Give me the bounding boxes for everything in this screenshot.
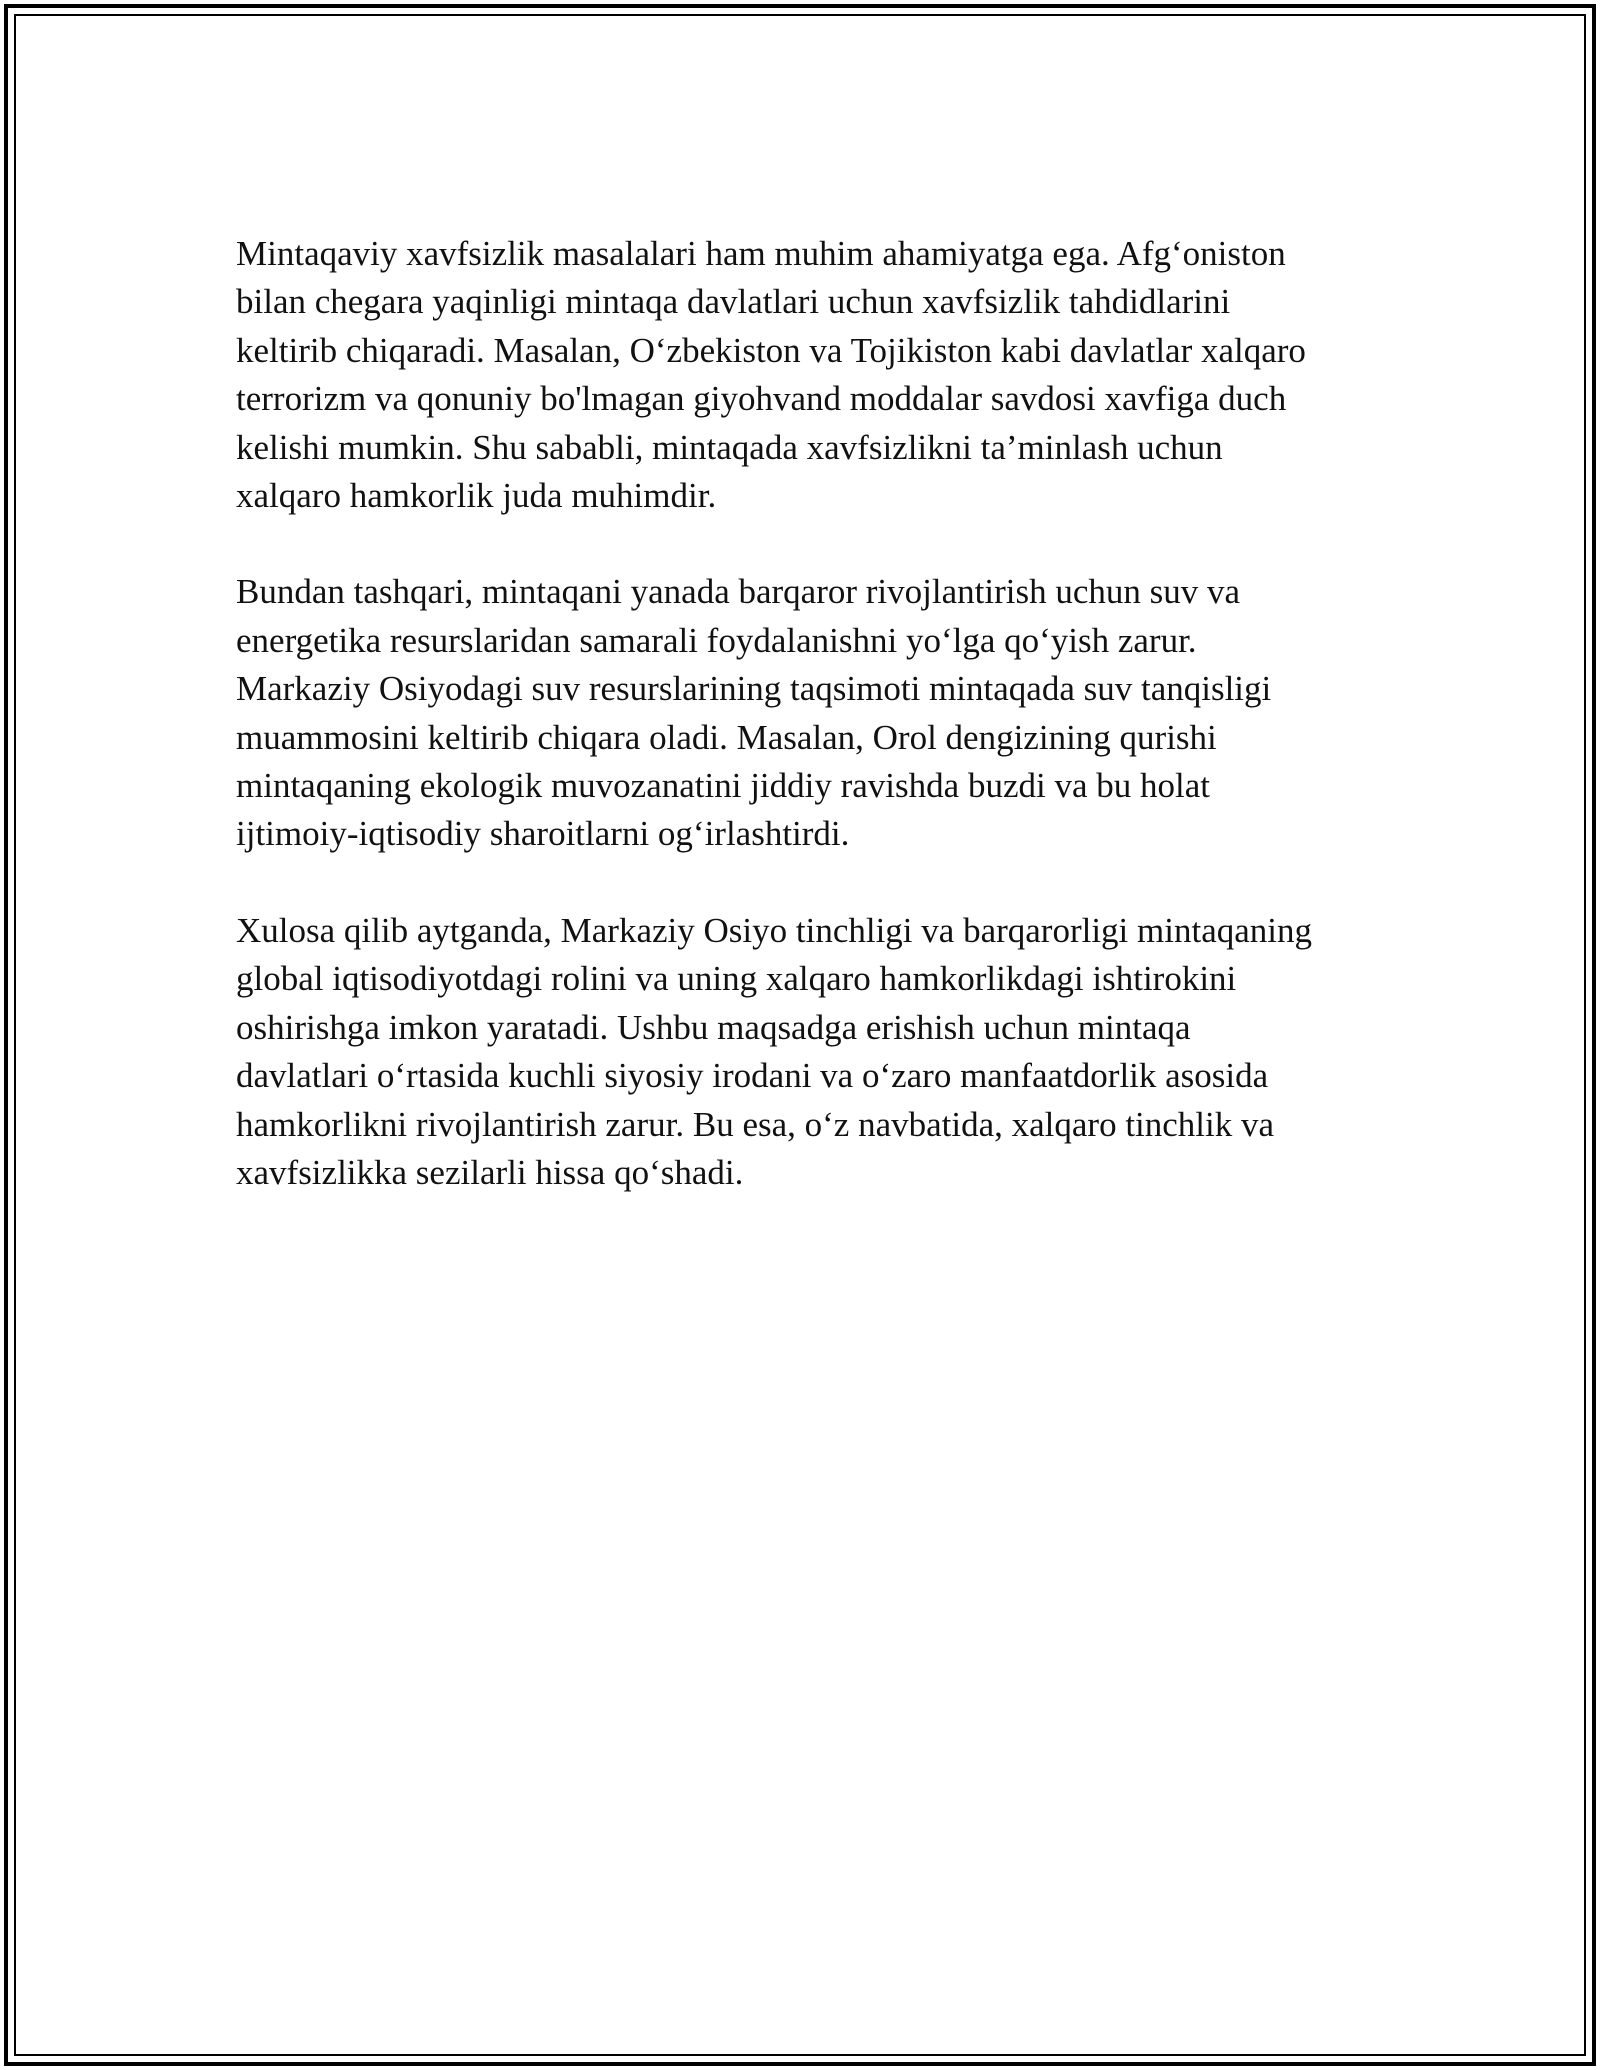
document-body xyxy=(236,230,1386,1245)
paragraph-conclusion: Xulosa qilib aytganda, Markaziy Osiyo tinchligi va barqarorligi mintaqaning global iqtisodiyotdagi rolini va uning xalqaro hamkorlikdagi ishtirokini oshirishga imkon yaratadi. Ushbu maqsadga erishish uchun mintaqa davlatlari o‘rtasida kuchli siyosiy irodani va o‘zaro manfaatdorlik asosida hamkorlikni rivojlantirish zarur. Bu esa, o‘z navbatida, xalqaro tinchlik va xavfsizlikka sezilarli hissa qo‘shadi. xyxy=(236,910,1312,1192)
paragraph-regional-security: Mintaqaviy xavfsizlik masalalari ham muhim ahamiyatga ega. Afg‘oniston bilan chegara yaqinligi mintaqa davlatlari uchun xavfsizlik tahdidlarini keltirib chiqaradi. Masalan, O‘zbekiston va Tojikiston kabi davlatlar xalqaro terrorizm va qonuniy bo'lmagan giyohvand moddalar savdosi xavfiga duch kelishi mumkin. Shu sababli, mintaqada xavfsizlikni ta’minlash uchun xalqaro hamkorlik juda muhimdir. xyxy=(236,234,1306,516)
paragraph-water-energy-resources: Bundan tashqari, mintaqani yanada barqaror rivojlantirish uchun suv va energetika resurslaridan samarali foydalanishni yo‘lga qo‘yish zarur. Markaziy Osiyodagi suv resurslarining taqsimoti mintaqada suv tanqisligi muammosini keltirib chiqara oladi. Masalan, Orol dengizining qurishi mintaqaning ekologik muvozanatini jiddiy ravishda buzdi va bu holat ijtimoiy-iqtisodiy sharoitlarni og‘irlashtirdi. xyxy=(236,572,1272,854)
